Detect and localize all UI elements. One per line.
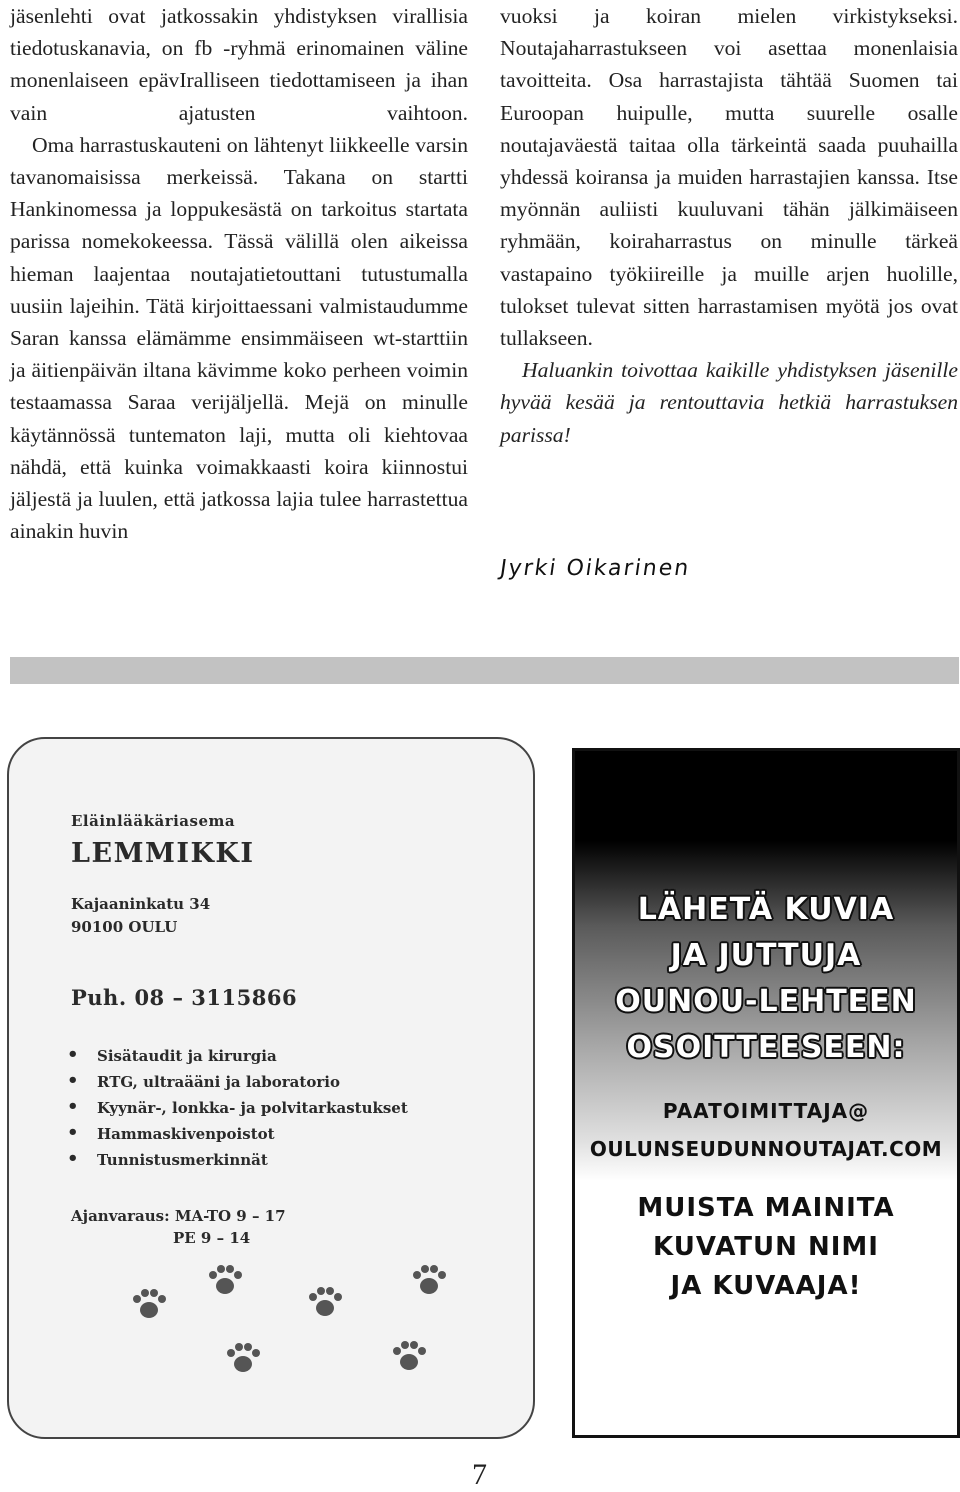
callout-email-domain: OULUNSEUDUNNOUTAJAT.COM	[589, 1137, 943, 1161]
section-divider-bar	[10, 657, 959, 684]
ad-opening-hours-friday: PE 9 – 14	[173, 1229, 251, 1247]
page-number: 7	[472, 1458, 487, 1491]
left-text-column	[10, 0, 468, 547]
ad-service-item: • Sisätaudit ja kirurgia	[97, 1047, 277, 1065]
ad-service-item: • Tunnistusmerkinnät	[97, 1151, 268, 1169]
callout-reminder-line: MUISTA MAINITA	[637, 1193, 895, 1223]
ad-service-item: • RTG, ultraääni ja laboratorio	[97, 1073, 340, 1091]
ad-opening-hours: Ajanvaraus: MA-TO 9 – 17	[71, 1207, 286, 1225]
ad-service-item: • Hammaskivenpoistot	[97, 1125, 275, 1143]
vet-clinic-ad	[7, 737, 535, 1439]
callout-reminder-line: JA KUVAAJA!	[670, 1271, 862, 1301]
body-paragraph: vuoksi ja koiran mielen virkistykseksi. Noutajaharrastukseen voi asettaa monenlaisia tavoitteita. Osa harrastajista tähtää Suomen tai Euroopan huipulle, mutta suurelle osalle noutajaväestä taitaa olla tärkeintä saada puuhailla yhdessä koiransa ja muiden harrastajien kanssa. Itse myönnän auliisti kuuluvani tähän jälkimäiseen ryhmään, koiraharrastus on minulle tärkeä vastapaino työkiireille ja muille arjen huolille, tulokset tulevat sitten harrastamisen myötä jos ovat tullakseen.	[500, 4, 958, 351]
body-paragraph: Oma harrastuskauteni on lähtenyt liikkeelle varsin tavanomaisissa merkeissä. Takana on startti Hankinomessa ja loppukesästä on tarkoitus startata parissa nomekokeessa. Tässä välillä olen aikeissa hieman laajentaa noutajatietouttani tutustumalla uusiin lajeihin. Tätä kirjoittaessani valmistaudumme Saran kanssa elämämme ensimmäiseen wt-starttiin ja äitienpäivän iltana kävimme koko perheen voimin testaamassa Saraa verijäljellä. Mejä on minulle käytännössä tuntematon laji, mutta oli kiehtovaa nähdä, että kuinka voimakkaasti koira kiinnostui jäljestä ja luulen, että jatkossa lajia tulee harrastettua ainakin huvin	[10, 132, 468, 544]
ad-postal-address: 90100 OULU	[71, 918, 178, 936]
right-text-column	[500, 0, 958, 451]
callout-headline-line: OSOITTEESEEN:	[626, 1030, 906, 1065]
callout-headline-line: JA JUTTUJA	[670, 938, 862, 973]
callout-email-user: PAATOIMITTAJA@	[662, 1099, 870, 1123]
paw-print-icon	[409, 1263, 449, 1297]
paw-print-icon	[223, 1341, 263, 1375]
submission-callout-box	[572, 748, 960, 1438]
ad-subtitle: Eläinlääkäriasema	[71, 812, 236, 830]
callout-reminder-line: KUVATUN NIMI	[653, 1232, 879, 1262]
callout-headline-line: OUNOU-LEHTEEN	[615, 984, 917, 1019]
paw-print-icon	[389, 1339, 429, 1373]
ad-clinic-name: LEMMIKKI	[71, 838, 255, 869]
ad-service-item: • Kyynär-, lonkka- ja polvitarkastukset	[97, 1099, 408, 1117]
paw-print-icon	[305, 1285, 345, 1319]
body-paragraph: jäsenlehti ovat jatkossakin yhdistyksen virallisia tiedotuskanavia, on fb -ryhmä erinomainen väline monenlaiseen epävIralliseen tiedottamiseen ja ihan vain ajatusten vaihtoon.	[10, 4, 468, 125]
closing-greeting: Haluankin toivottaa kaikille yhdistyksen jäsenille hyvää kesää ja rentouttavia hetkiä harrastuksen parissa!	[500, 358, 958, 447]
ad-phone: Puh. 08 – 3115866	[71, 985, 298, 1010]
paw-print-icon	[129, 1287, 169, 1321]
ad-street-address: Kajaaninkatu 34	[71, 895, 211, 913]
author-signature: Jyrki Oikarinen	[498, 556, 693, 581]
paw-print-icon	[205, 1263, 245, 1297]
callout-headline-line: LÄHETÄ KUVIA	[637, 892, 895, 927]
